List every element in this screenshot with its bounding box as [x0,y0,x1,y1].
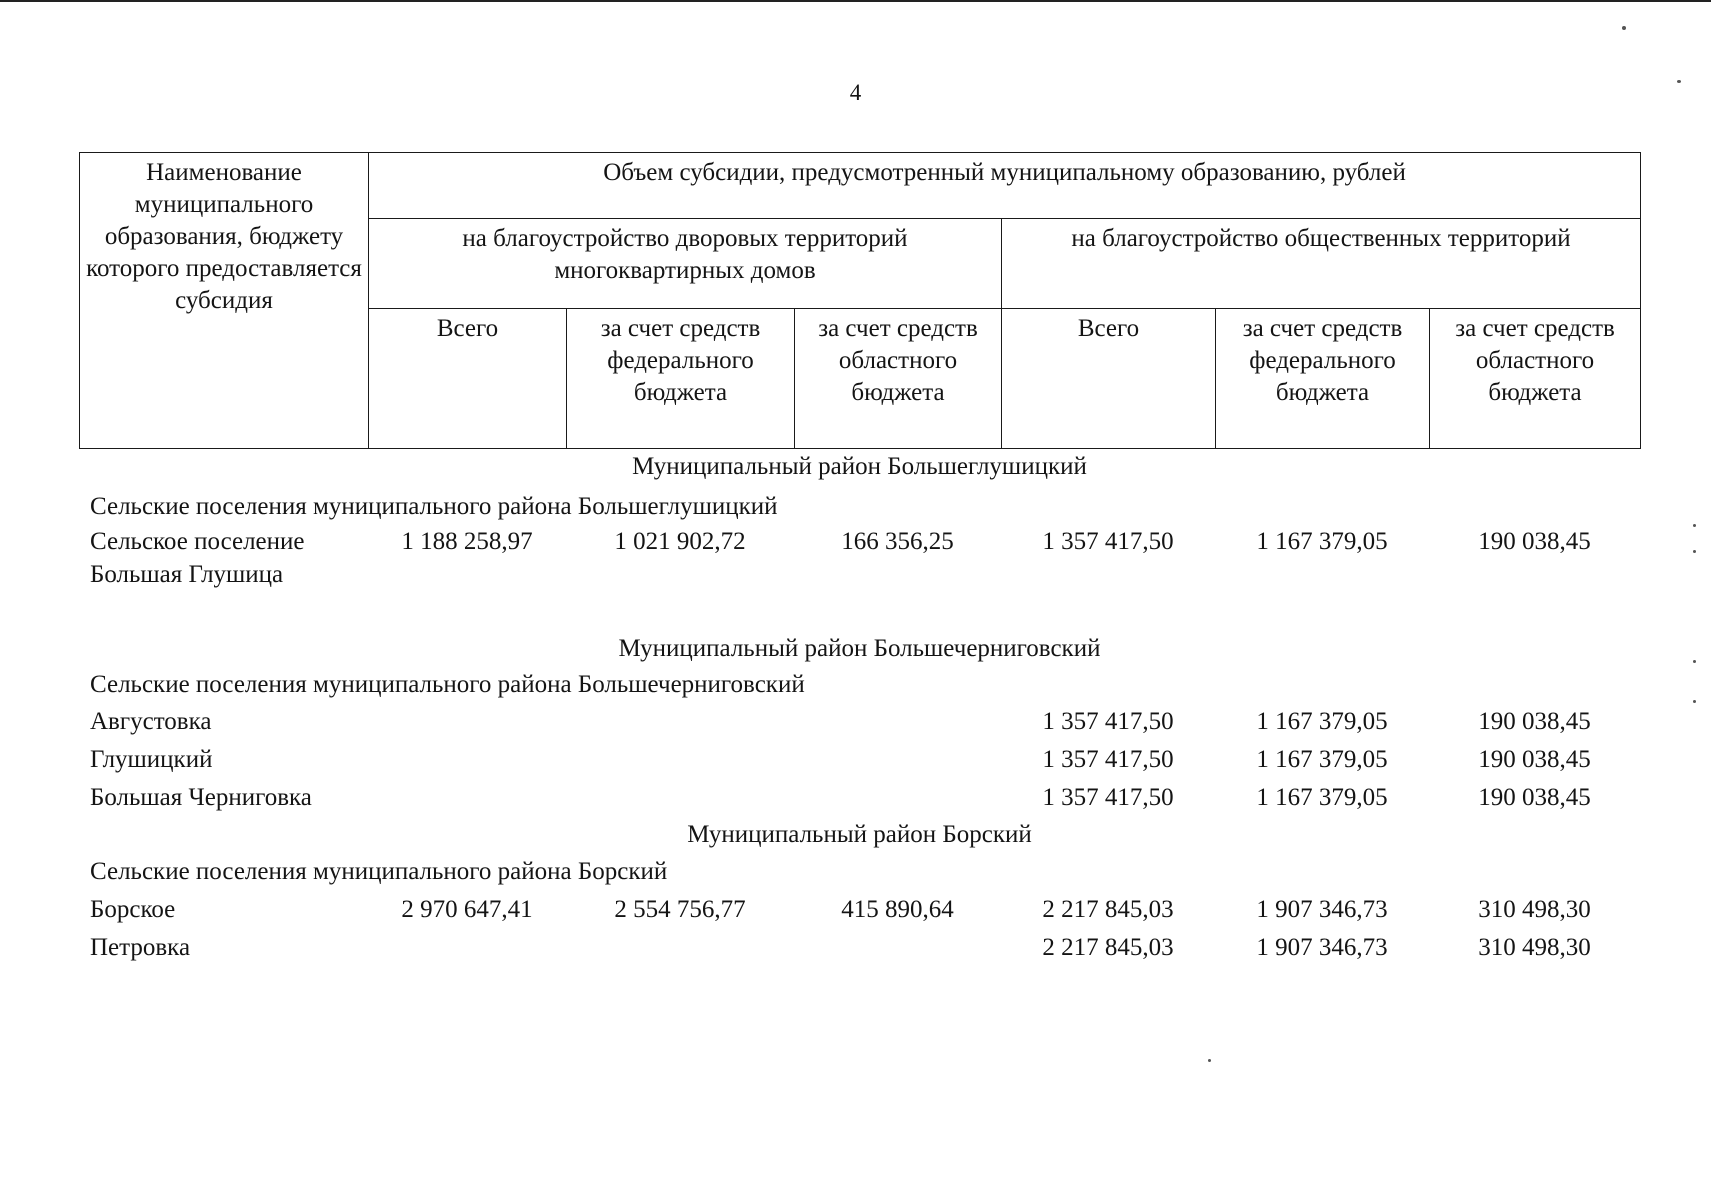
subheading-text: Сельские поселения муниципального района Борский [90,858,668,885]
scan-speck [1693,700,1696,703]
row-name: Сельское поселение Большая Глушица [90,528,305,588]
cell-public-regional: 310 498,30 [1478,896,1591,923]
cell-public-federal: 1 907 346,73 [1256,934,1388,961]
subsidy-table-header [79,152,1641,449]
cell-public-federal: 1 167 379,05 [1256,784,1388,811]
district-heading: Муниципальный район Борский [687,821,1032,848]
header-name-column: Наименование муниципального образования, бюджету которого предоставляется субсидия [80,153,369,449]
table-row [79,525,1640,595]
cell-public-total: 1 357 417,50 [1042,784,1174,811]
district-heading: Муниципальный район Большечерниговский [618,635,1101,662]
cell-public-total: 2 217 845,03 [1042,896,1174,923]
cell-yard-total: 2 970 647,41 [401,896,533,923]
cell-public-federal: 1 167 379,05 [1256,528,1388,555]
scan-speck [1693,660,1696,663]
row-name: Августовка [90,708,212,735]
cell-public-regional: 190 038,45 [1478,528,1591,555]
header-volume: Объем субсидии, предусмотренный муниципальному образованию, рублей [369,153,1641,219]
scan-speck [1622,26,1626,30]
row-name: Борское [90,896,176,923]
header-col-regional-public: за счет средств областного бюджета [1430,309,1641,449]
scan-speck [1677,80,1681,83]
cell-public-regional: 190 038,45 [1478,746,1591,773]
table-row [79,705,1640,739]
section-subheading [79,490,1640,524]
cell-public-total: 1 357 417,50 [1042,746,1174,773]
scan-speck [1693,524,1696,527]
cell-public-regional: 310 498,30 [1478,934,1591,961]
table-row [79,931,1640,965]
cell-yard-regional: 166 356,25 [841,528,954,555]
header-col-total-yard: Всего [369,309,567,449]
header-col-regional-yard: за счет средств областного бюджета [795,309,1002,449]
cell-public-total: 1 357 417,50 [1042,528,1174,555]
header-col-federal-yard: за счет средств федерального бюджета [567,309,795,449]
cell-public-federal: 1 167 379,05 [1256,708,1388,735]
district-heading: Муниципальный район Большеглушицкий [632,453,1087,480]
header-col-total-public: Всего [1002,309,1216,449]
cell-public-regional: 190 038,45 [1478,784,1591,811]
page-number: 4 [849,80,862,105]
section-subheading [79,855,1640,889]
header-group-public: на благоустройство общественных территорий [1002,219,1641,309]
subheading-text: Сельские поселения муниципального района Большечерниговский [90,671,805,698]
cell-public-federal: 1 167 379,05 [1256,746,1388,773]
header-col-federal-public: за счет средств федерального бюджета [1216,309,1430,449]
row-name: Большая Черниговка [90,784,312,811]
header-group-yard: на благоустройство дворовых территорий многоквартирных домов [369,219,1002,309]
table-row [79,781,1640,815]
row-name: Петровка [90,934,191,961]
row-name: Глушицкий [90,746,213,773]
scan-top-edge [0,0,1711,2]
cell-public-total: 2 217 845,03 [1042,934,1174,961]
table-row [79,893,1640,927]
cell-yard-total: 1 188 258,97 [401,528,533,555]
cell-public-regional: 190 038,45 [1478,708,1591,735]
cell-yard-federal: 1 021 902,72 [614,528,746,555]
scan-speck [1208,1059,1211,1062]
scan-speck [1693,550,1696,553]
section-subheading [79,668,1640,702]
table-row [79,743,1640,777]
cell-yard-regional: 415 890,64 [841,896,954,923]
cell-yard-federal: 2 554 756,77 [614,896,746,923]
cell-public-total: 1 357 417,50 [1042,708,1174,735]
subheading-text: Сельские поселения муниципального района Большеглушицкий [90,493,778,520]
cell-public-federal: 1 907 346,73 [1256,896,1388,923]
